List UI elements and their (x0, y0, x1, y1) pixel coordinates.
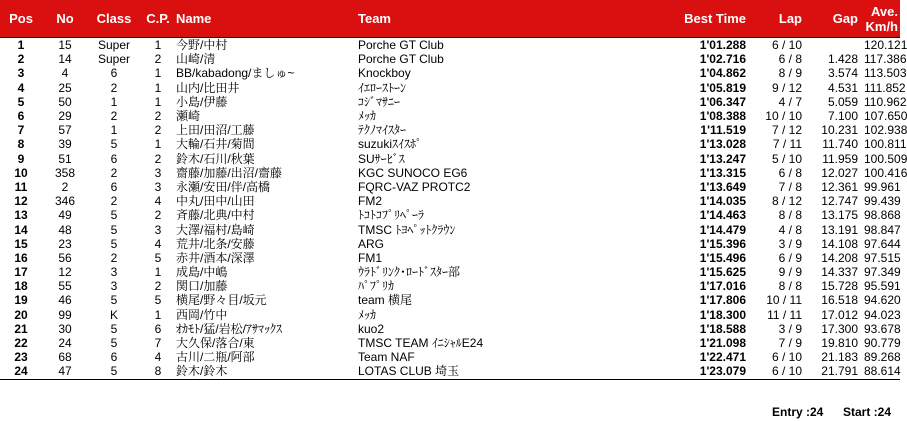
cell-pos: 23 (14, 350, 28, 365)
cell-cp: 2 (154, 279, 162, 294)
cell-best: 1'04.862 (699, 66, 746, 81)
cell-name: 鈴木/鈴木 (176, 364, 358, 379)
cell-ave: 111.852 (864, 80, 906, 95)
cell-lap: 8 / 9 (778, 66, 802, 81)
cell-no: 48 (58, 222, 72, 237)
cell-class: 5 (110, 321, 118, 336)
table-row (0, 66, 900, 80)
cell-best: 1'14.035 (699, 194, 746, 209)
cell-pos: 24 (0, 364, 42, 379)
cell-pos: 22 (14, 336, 28, 351)
table-body (0, 38, 907, 380)
cell-name: 齋藤/加藤/出沼/齋藤 (176, 165, 283, 180)
cell-name: 大澤/福村/島崎 (176, 222, 255, 237)
table-row (0, 237, 900, 251)
table-row (0, 350, 900, 364)
cell-cp: 1 (154, 265, 162, 280)
cell-cp: 1 (154, 94, 162, 109)
cell-best: 1'22.471 (699, 350, 746, 365)
cell-team: Knockboy (358, 66, 411, 81)
cell-best: 1'15.396 (699, 236, 746, 251)
cell-ave: 97.515 (864, 250, 901, 265)
table-header (0, 0, 900, 38)
cell-team: ｲｴﾛｰｽﾄｰﾝ (358, 80, 407, 95)
cell-pos: 8 (17, 137, 25, 152)
cell-name: 永瀬/安田/伴/高橋 (176, 179, 271, 194)
table-row (0, 137, 900, 151)
cell-no: 346 (54, 194, 76, 209)
cell-no: 46 (58, 293, 72, 308)
cell-lap: 6 / 10 (771, 350, 802, 365)
cell-pos: 13 (14, 208, 28, 223)
cell-best: 1'14.463 (699, 208, 746, 223)
cell-gap: 14.337 (821, 265, 858, 280)
cell-team: team 横尾 (358, 293, 413, 308)
cell-class: 1 (110, 94, 118, 109)
cell-no: 57 (58, 123, 72, 138)
cell-class: 2 (110, 194, 118, 209)
cell-cp: 5 (154, 250, 162, 265)
cell-gap: 15.728 (821, 279, 858, 294)
cell-gap: 13.191 (821, 222, 858, 237)
table-row (0, 123, 900, 137)
cell-pos: 3 (17, 66, 25, 81)
cell-name: 斉藤/北典/中村 (176, 208, 255, 223)
cell-team: ｳﾗﾄﾞﾘﾝｸ･ﾛｰﾄﾞｽﾀｰ部 (358, 265, 461, 280)
cell-team: TMSC TEAM ｲﾆｼｬﾙE24 (358, 336, 484, 351)
header-no: No (42, 0, 88, 38)
cell-gap: 7.100 (827, 109, 858, 124)
cell-no: 12 (58, 265, 72, 280)
cell-cp: 6 (154, 321, 162, 336)
cell-class: 2 (110, 80, 118, 95)
cell-cp: 4 (154, 350, 162, 365)
cell-name: 今野/中村 (176, 38, 228, 53)
cell-no: 29 (58, 109, 72, 124)
header-name: Name (176, 0, 358, 38)
cell-pos: 10 (14, 165, 28, 180)
cell-gap: 12.027 (821, 165, 858, 180)
cell-no: 51 (58, 151, 72, 166)
cell-ave: 89.268 (864, 350, 901, 365)
cell-best: 1'05.819 (699, 80, 746, 95)
cell-name: 関口/加藤 (176, 279, 228, 294)
cell-name: BB/kabadong/ましゅ~ (176, 66, 295, 81)
cell-best: 1'15.496 (699, 250, 746, 265)
cell-name: ｵｶﾓﾄ/猛/岩松/ｱｻﾏｯｸｽ (176, 321, 283, 336)
cell-ave: 98.847 (864, 222, 901, 237)
cell-ave: 99.961 (864, 179, 901, 194)
cell-lap: 6 / 10 (771, 38, 802, 53)
cell-no: 47 (42, 364, 88, 379)
cell-ave: 95.591 (864, 279, 901, 294)
cell-name: 上田/田沼/工藤 (176, 123, 255, 138)
cell-cp: 1 (154, 38, 162, 53)
cell-lap: 6 / 8 (778, 52, 802, 67)
cell-gap: 4.531 (827, 80, 858, 95)
header-pos: Pos (0, 0, 42, 38)
cell-lap: 3 / 9 (778, 236, 802, 251)
cell-lap: 10 / 10 (765, 109, 802, 124)
cell-name: 中丸/田中/山田 (176, 194, 255, 209)
cell-gap: 14.208 (821, 250, 858, 265)
cell-cp: 2 (154, 123, 162, 138)
cell-cp: 2 (154, 52, 162, 67)
table-row (0, 152, 900, 166)
cell-lap: 8 / 8 (778, 279, 802, 294)
cell-team: Team NAF (358, 350, 415, 365)
cell-pos: 16 (14, 250, 28, 265)
cell-class: 2 (110, 109, 118, 124)
cell-team: FQRC-VAZ PROTC2 (358, 179, 471, 194)
cell-class: 6 (110, 151, 118, 166)
cell-team: FM1 (358, 250, 382, 265)
cell-team: ﾊﾟﾌﾟﾘｶ (358, 279, 395, 294)
cell-pos: 5 (17, 94, 25, 109)
cell-ave: 88.614 (864, 364, 901, 379)
cell-ave: 100.509 (864, 151, 907, 166)
cell-lap: 9 / 9 (778, 265, 802, 280)
table-row (0, 336, 900, 350)
cell-team: kuo2 (358, 321, 385, 336)
cell-pos: 15 (14, 236, 28, 251)
table-row (0, 38, 900, 53)
cell-gap: 21.791 (808, 364, 864, 379)
cell-best: 1'13.247 (699, 151, 746, 166)
cell-team: LOTAS CLUB 埼玉 (358, 364, 668, 379)
header-cp: C.P. (140, 0, 176, 38)
table-row (0, 322, 900, 336)
cell-lap: 11 / 11 (767, 307, 802, 322)
cell-best: 1'15.625 (699, 265, 746, 280)
cell-class: K (109, 307, 118, 322)
cell-name: 古川/二瓶/阿部 (176, 350, 255, 365)
cell-gap: 1.428 (827, 52, 858, 67)
cell-gap: 11.740 (822, 137, 858, 152)
cell-pos: 1 (17, 38, 25, 53)
cell-pos: 18 (14, 279, 28, 294)
cell-no: 50 (58, 94, 72, 109)
cell-pos: 6 (17, 109, 25, 124)
cell-ave: 117.386 (864, 52, 907, 67)
cell-class: 5 (110, 336, 118, 351)
cell-cp: 1 (154, 66, 162, 81)
cell-best: 1'06.347 (699, 94, 746, 109)
header-ave (864, 0, 900, 38)
cell-ave: 94.620 (864, 293, 901, 308)
cell-gap: 3.574 (827, 66, 858, 81)
cell-best: 1'17.806 (699, 293, 746, 308)
cell-name: 成島/中嶋 (176, 265, 228, 280)
cell-best: 1'17.016 (699, 279, 746, 294)
cell-gap: 14.108 (821, 236, 858, 251)
cell-gap (808, 38, 864, 53)
cell-cp: 2 (154, 208, 162, 223)
cell-pos: 7 (17, 123, 25, 138)
header-ave-label: Ave. (871, 3, 898, 19)
cell-ave: 98.868 (864, 208, 901, 223)
cell-no: 2 (61, 179, 69, 194)
table-row (0, 194, 900, 208)
table-row (0, 265, 900, 279)
cell-class: 5 (110, 222, 118, 237)
cell-cp: 8 (140, 364, 176, 379)
cell-lap: 3 / 9 (778, 321, 802, 336)
table-row (0, 166, 900, 180)
cell-pos: 14 (14, 222, 28, 237)
header-ave-unit: Km/h (865, 18, 898, 34)
cell-name: 鈴木/石川/秋葉 (176, 151, 255, 166)
cell-ave: 99.439 (864, 194, 901, 209)
header-gap: Gap (808, 0, 864, 38)
cell-ave: 113.503 (864, 66, 907, 81)
cell-team: KGC SUNOCO EG6 (358, 165, 468, 180)
cell-pos: 2 (17, 52, 25, 67)
cell-cp: 1 (154, 80, 162, 95)
cell-lap: 8 / 12 (771, 194, 802, 209)
table-row (0, 293, 900, 307)
cell-lap: 5 / 10 (771, 151, 802, 166)
cell-cp: 7 (154, 336, 162, 351)
cell-lap: 7 / 11 (772, 137, 802, 152)
cell-best: 1'18.300 (699, 307, 746, 322)
cell-gap: 10.231 (821, 123, 858, 138)
cell-no: 49 (58, 208, 72, 223)
cell-best: 1'23.079 (668, 364, 746, 379)
cell-no: 39 (58, 137, 72, 152)
cell-lap: 6 / 8 (778, 165, 802, 180)
cell-class: 5 (88, 364, 140, 379)
cell-ave: 110.962 (864, 94, 907, 109)
cell-team: ﾒｯｶ (358, 109, 377, 124)
cell-cp: 3 (154, 222, 162, 237)
header-lap: Lap (746, 0, 808, 38)
header-team: Team (358, 0, 668, 38)
cell-no: 4 (61, 66, 69, 81)
cell-pos: 4 (17, 80, 25, 95)
cell-gap: 12.361 (821, 179, 858, 194)
cell-ave: 102.938 (864, 123, 907, 138)
cell-class: 3 (110, 265, 118, 280)
cell-class: Super (97, 38, 131, 53)
cell-ave: 94.023 (864, 307, 901, 322)
cell-cp: 2 (154, 109, 162, 124)
cell-name: 西岡/竹中 (176, 307, 228, 322)
cell-gap: 17.300 (821, 321, 858, 336)
cell-class: 5 (110, 236, 118, 251)
cell-gap: 16.518 (821, 293, 858, 308)
cell-name: 山内/比田井 (176, 80, 240, 95)
cell-best: 1'08.388 (699, 109, 746, 124)
table-row (0, 208, 900, 222)
cell-cp: 1 (154, 307, 162, 322)
cell-name: 大輪/石井/菊間 (176, 137, 255, 152)
cell-pos: 12 (14, 194, 28, 209)
cell-ave: 120.121 (864, 38, 907, 53)
cell-lap: 9 / 12 (771, 80, 802, 95)
table-row (0, 109, 900, 123)
cell-lap: 7 / 8 (778, 179, 802, 194)
cell-cp: 4 (154, 236, 162, 251)
cell-best: 1'11.519 (700, 123, 746, 138)
footer (0, 405, 900, 421)
cell-ave: 93.678 (864, 321, 901, 336)
cell-class: Super (97, 52, 131, 67)
cell-best: 1'13.028 (699, 137, 746, 152)
cell-class: 5 (110, 208, 118, 223)
table-row (0, 95, 900, 109)
cell-team: SUｻｰﾋﾞｽ (358, 151, 405, 166)
cell-class: 6 (110, 66, 118, 81)
cell-class: 2 (110, 250, 118, 265)
cell-gap: 17.012 (821, 307, 858, 322)
cell-no: 99 (58, 307, 72, 322)
cell-team: TMSC ﾄﾖﾍﾟｯﾄｸﾗｳﾝ (358, 222, 456, 237)
start-count: Start :24 (843, 405, 892, 419)
cell-name: 横尾/野々目/坂元 (176, 293, 267, 308)
cell-lap: 4 / 7 (778, 94, 802, 109)
cell-team: ﾃｸﾉﾏｲｽﾀｰ (358, 123, 407, 138)
table-row (0, 308, 900, 322)
cell-no: 15 (58, 38, 72, 53)
cell-no: 55 (58, 279, 72, 294)
cell-ave: 100.811 (864, 137, 907, 152)
cell-best: 1'14.479 (699, 222, 746, 237)
cell-class: 3 (110, 279, 118, 294)
cell-team: Porche GT Club (358, 38, 444, 53)
cell-gap: 21.183 (821, 350, 858, 365)
cell-no: 23 (58, 236, 72, 251)
cell-lap: 7 / 12 (771, 123, 802, 138)
cell-pos: 21 (14, 321, 28, 336)
cell-class: 2 (110, 165, 118, 180)
header-best-time: Best Time (668, 0, 746, 38)
cell-pos: 20 (14, 307, 28, 322)
cell-cp: 1 (154, 137, 162, 152)
cell-cp: 4 (154, 194, 162, 209)
cell-best: 1'18.588 (699, 321, 746, 336)
cell-ave: 107.650 (864, 109, 907, 124)
cell-cp: 5 (154, 293, 162, 308)
cell-pos: 19 (14, 293, 28, 308)
cell-no: 56 (58, 250, 72, 265)
cell-cp: 2 (154, 151, 162, 166)
cell-gap: 12.747 (821, 194, 858, 209)
cell-gap: 13.175 (821, 208, 858, 223)
cell-pos: 11 (14, 179, 28, 194)
cell-team: ﾒｯｶ (358, 307, 377, 322)
cell-class: 5 (110, 293, 118, 308)
cell-gap: 5.059 (827, 94, 858, 109)
cell-cp: 3 (154, 179, 162, 194)
cell-no: 68 (58, 350, 72, 365)
cell-no: 30 (58, 321, 72, 336)
table-row (0, 52, 900, 66)
cell-lap: 8 / 8 (778, 208, 802, 223)
cell-best: 1'01.288 (699, 38, 746, 53)
cell-lap: 7 / 9 (778, 336, 802, 351)
cell-pos: 17 (14, 265, 28, 280)
cell-gap: 11.959 (822, 151, 858, 166)
table-row (0, 222, 900, 236)
cell-no: 24 (58, 336, 72, 351)
cell-name: 赤井/酒本/深澤 (176, 250, 255, 265)
table-row (0, 251, 900, 265)
cell-name: 大久保/落合/東 (176, 336, 255, 351)
cell-no: 14 (58, 52, 72, 67)
cell-best: 1'02.716 (699, 52, 746, 67)
cell-lap: 10 / 11 (766, 293, 802, 308)
cell-lap: 6 / 10 (746, 364, 808, 379)
cell-name: 小島/伊藤 (176, 94, 228, 109)
cell-ave: 97.349 (864, 265, 901, 280)
cell-no: 358 (54, 165, 76, 180)
cell-cp: 3 (154, 165, 162, 180)
cell-name: 瀬崎 (176, 109, 201, 124)
cell-best: 1'13.315 (699, 165, 746, 180)
cell-class: 1 (110, 123, 118, 138)
cell-lap: 6 / 9 (778, 250, 802, 265)
cell-team: ARG (358, 236, 385, 251)
cell-team: suzukiｽｲｽﾎﾟ (358, 137, 423, 152)
table-row (0, 180, 900, 194)
cell-team: ｺｼﾞﾏｻﾆｰ (358, 94, 401, 109)
cell-best: 1'21.098 (699, 336, 746, 351)
cell-best: 1'13.649 (699, 179, 746, 194)
cell-class: 6 (110, 350, 118, 365)
cell-team: FM2 (358, 194, 382, 209)
cell-class: 5 (110, 137, 118, 152)
cell-ave: 90.779 (864, 336, 901, 351)
entry-count: Entry :24 (772, 405, 824, 419)
cell-pos: 9 (17, 151, 25, 166)
cell-name: 山崎/清 (176, 52, 216, 67)
table-row (0, 81, 900, 95)
cell-team: Porche GT Club (358, 52, 444, 67)
table-row (0, 279, 900, 293)
cell-team: ﾄｺﾄｺﾌﾟﾘﾍﾟｰﾗ (358, 208, 425, 223)
cell-class: 6 (110, 179, 118, 194)
cell-name: 荒井/北条/安藤 (176, 236, 255, 251)
cell-ave: 100.416 (864, 165, 907, 180)
table-row (0, 364, 900, 379)
cell-ave: 97.644 (864, 236, 901, 251)
cell-no: 25 (58, 80, 72, 95)
cell-lap: 4 / 8 (778, 222, 802, 237)
cell-gap: 19.810 (821, 336, 858, 351)
header-class: Class (88, 0, 140, 38)
